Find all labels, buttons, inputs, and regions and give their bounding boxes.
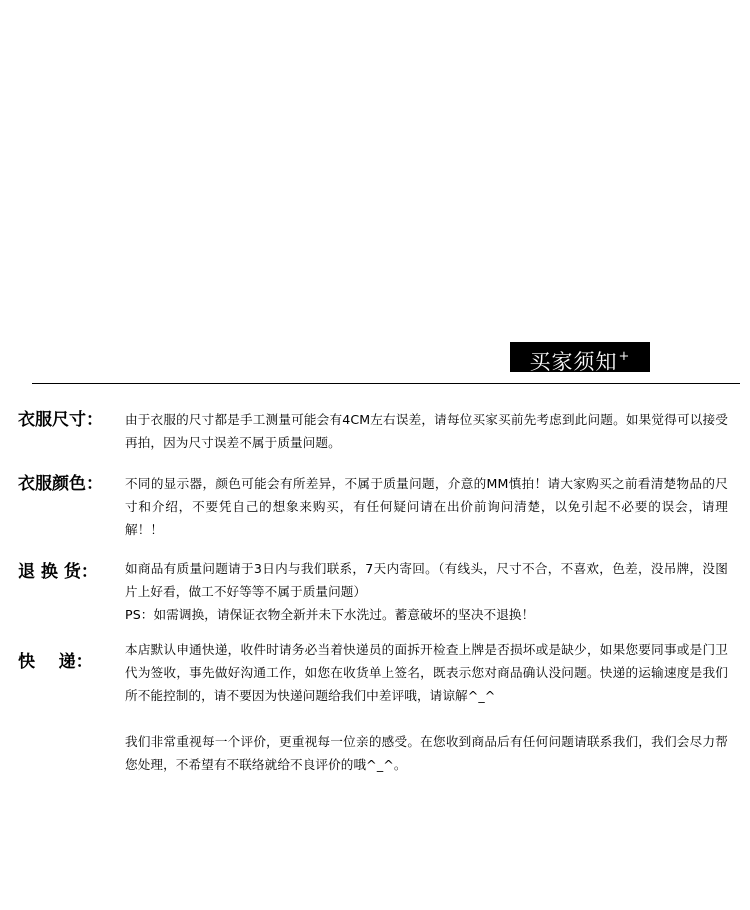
delivery-paragraph-gap	[125, 707, 728, 730]
notice-title-text: 买家须知	[529, 350, 618, 374]
delivery-paragraph: 本店默认申通快递，收件时请务必当着快递员的面拆开检查上牌是否损坏或是缺少，如果您要同事或是门卫代为签收，事先做好沟通工作，如您在收货单上签名，既表示您对商品确认没问题。快递的运输速度是我们所不能控制的，请不要因为快递问题给我们中差评哦，请谅解^_^	[125, 642, 728, 703]
section-label-size: 衣服尺寸：	[18, 410, 103, 430]
section-body-return	[125, 557, 728, 626]
title-divider	[32, 383, 740, 384]
return-ps-paragraph: PS：如需调换，请保证衣物全新并未下水洗过。蓄意破坏的坚决不退换！	[125, 607, 535, 622]
size-paragraph: 由于衣服的尺寸都是手工测量可能会有4CM左右误差，请每位买家买前先考虑到此问题。如果觉得可以接受再拍，因为尺寸误差不属于质量问题。	[125, 412, 728, 450]
color-paragraph: 不同的显示器，颜色可能会有所差异，不属于质量问题，介意的MM慎拍！请大家购买之前看清楚物品的尺寸和介绍，不要凭自己的想象来购买，有任何疑问请在出价前询问清楚，以免引起不必要的误会，请理解！！	[125, 476, 728, 537]
section-label-return: 退 换 货：	[18, 562, 98, 582]
section-body-delivery	[125, 638, 728, 776]
review-paragraph: 我们非常重视每一个评价，更重视每一位亲的感受。在您收到商品后有任何问题请联系我们，我们会尽力帮您处理，不希望有不联络就给不良评价的哦^_^。	[125, 734, 728, 772]
section-label-color: 衣服颜色：	[18, 474, 103, 494]
section-label-delivery: 快 递：	[18, 652, 93, 672]
notice-title	[510, 342, 650, 372]
notice-title-suffix: +	[618, 349, 631, 364]
section-body-size	[125, 408, 728, 454]
return-paragraph: 如商品有质量问题请于3日内与我们联系，7天内寄回。（有线头，尺寸不合，不喜欢，色差，没吊牌，没图片上好看，做工不好等等不属于质量问题）	[125, 561, 728, 599]
section-body-color	[125, 472, 728, 541]
